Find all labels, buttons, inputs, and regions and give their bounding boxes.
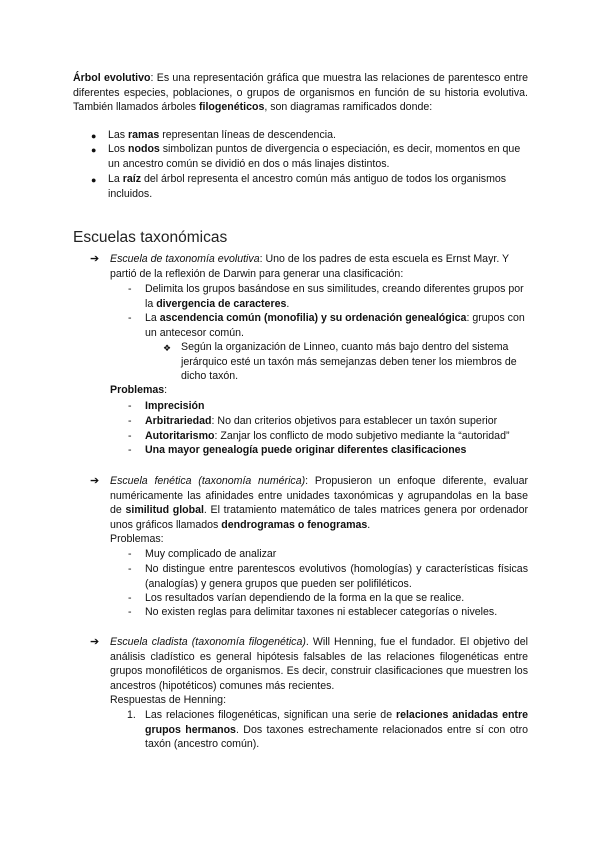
bullet-icon: ● — [91, 175, 97, 185]
dash-icon: - — [128, 563, 132, 575]
arrow-icon: ➔ — [90, 636, 100, 648]
bullet-icon: ● — [91, 131, 97, 141]
list-item: Los nodos simbolizan puntos de divergencia o especiación, es decir, momentos en que un ancestro común se dividió en dos o más linajes distintos. — [108, 143, 521, 170]
problems-label: Problemas: — [110, 533, 164, 545]
school-fenetica: Escuela fenética (taxonomía numérica): Propusieron un enfoque diferente, evaluar numéricamente las afinidades entre unidades taxonómicas y agrupandolas en la base de similitud global. El tratamiento matemático de tales matrices genera por ordenador unos gráficos llamados dendrogramas o fenogramas. — [110, 475, 528, 531]
list-number: 1. — [127, 709, 136, 721]
school-name: Escuela fenética (taxonomía numérica) — [110, 475, 306, 487]
arrow-icon: ➔ — [90, 253, 100, 265]
intro-text: : Es una representación gráfica que muestra las relaciones de parentesco entre diferentes especies, poblaciones, o grupos de organismos en función de su historia evolutiva. También llamados árboles — [73, 72, 528, 114]
diamond-icon: ❖ — [163, 343, 172, 353]
arrow-icon: ➔ — [90, 475, 100, 487]
list-item: Las relaciones filogenéticas, significan una serie de relaciones anidadas entre grupos hermanos. Dos taxones estrechamente relacionados entre sí con otro taxón (ancestro común). — [145, 709, 528, 751]
school-cladista: Escuela cladista (taxonomía filogenética). Will Henning, fue el fundador. El objetivo del análisis cladístico es general hipótesis falsables de las relaciones filogenéticas entre grupos monofiléticos de organismos. Es decir, construir clasificaciones que muestren los ancestros (hipotéticos) comunes más recientes. — [110, 636, 528, 692]
list-item: Autoritarismo: Zanjar los conflicto de modo subjetivo mediante la “autoridad” — [145, 430, 510, 442]
dash-icon: - — [128, 415, 132, 427]
dash-icon: - — [128, 548, 132, 560]
problems-label: Problemas: — [110, 384, 168, 396]
list-item: Muy complicado de analizar — [145, 548, 277, 560]
school-name: Escuela cladista (taxonomía filogenética) — [110, 636, 306, 648]
list-item: Delimita los grupos basándose en sus similitudes, creando diferentes grupos por la divergencia de caracteres. — [145, 283, 524, 310]
intro-term-2: filogenéticos — [199, 101, 265, 114]
list-item: La raíz del árbol representa el ancestro común más antiguo de todos los organismos incluidos. — [108, 173, 507, 200]
list-item: No distingue entre parentescos evolutivos (homologías) y características físicas (analogías) y genera grupos que pueden ser polifiléticos. — [145, 563, 528, 590]
intro-term: Árbol evolutivo — [73, 72, 151, 84]
intro-text-2: , son diagramas ramificados donde: — [264, 101, 433, 114]
intro-paragraph — [73, 71, 528, 115]
dash-icon: - — [128, 444, 132, 456]
section-title: Escuelas taxonómicas — [73, 229, 228, 246]
list-item: Arbitrariedad: No dan criterios objetivos para establecer un taxón superior — [145, 415, 498, 427]
list-item: No existen reglas para delimitar taxones ni establecer categorías o niveles. — [145, 606, 498, 618]
school-evolutiva: Escuela de taxonomía evolutiva: Uno de los padres de esta escuela es Ernst Mayr. Y partió de la reflexión de Darwin para generar una clasificación: — [110, 253, 509, 280]
dash-icon: - — [128, 592, 132, 604]
list-item: Los resultados varían dependiendo de la forma en la que se realice. — [145, 592, 465, 604]
dash-icon: - — [128, 312, 132, 324]
list-item: Imprecisión — [145, 400, 205, 412]
list-item: Según la organización de Linneo, cuanto más bajo dentro del sistema jerárquico esté un taxón más semejanzas deben tener los miembros de dicho taxón. — [181, 341, 517, 383]
answers-label: Respuestas de Henning: — [110, 694, 227, 706]
list-item: Una mayor genealogía puede originar diferentes clasificaciones — [145, 444, 467, 456]
dash-icon: - — [128, 606, 132, 618]
list-item: Las ramas representan líneas de descendencia. — [108, 129, 336, 141]
dash-icon: - — [128, 400, 132, 412]
dash-icon: - — [128, 283, 132, 295]
dash-icon: - — [128, 430, 132, 442]
bullet-icon: ● — [91, 145, 97, 155]
list-item: La ascendencia común (monofilia) y su ordenación genealógica: grupos con un antecesor común. — [145, 312, 525, 339]
school-name: Escuela de taxonomía evolutiva — [110, 253, 260, 265]
